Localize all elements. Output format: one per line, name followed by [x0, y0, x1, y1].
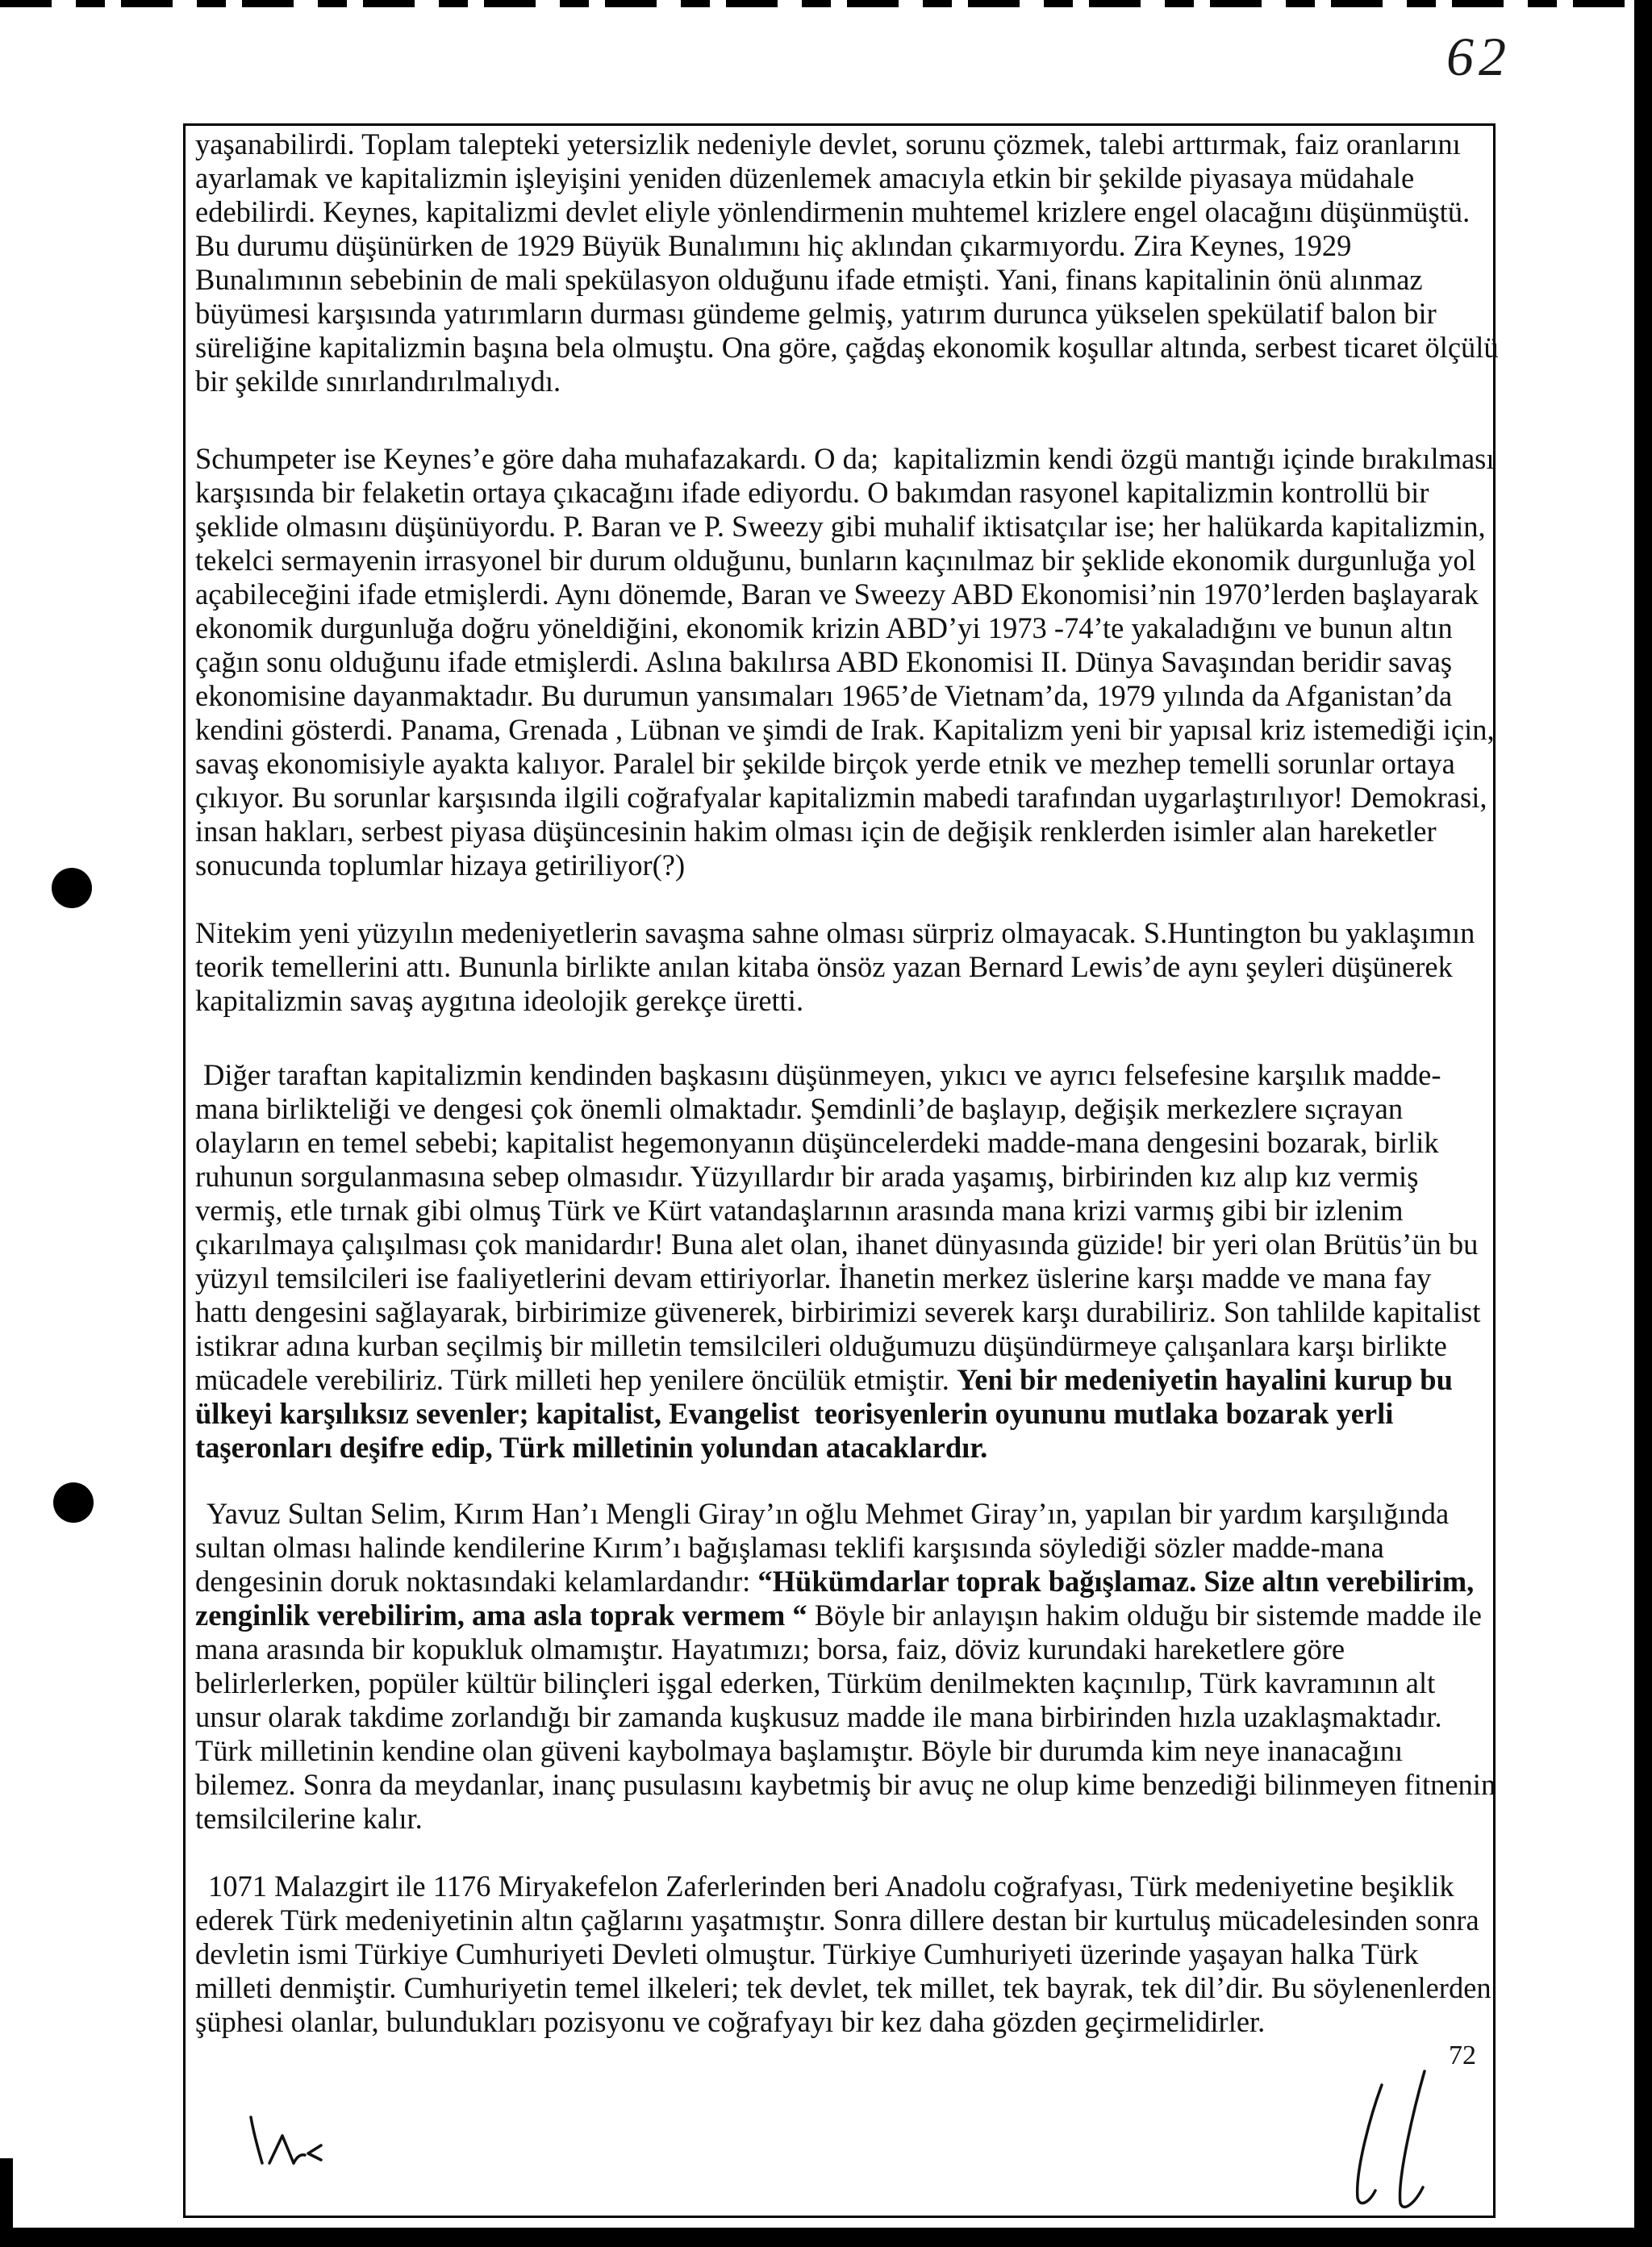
- handwritten-page-number: 62: [1446, 26, 1511, 87]
- text-line: Türk milletinin kendine olan güveni kaybolmaya başlamıştır. Böyle bir durumda kim neye inanacağını: [195, 1734, 1404, 1767]
- text-line: bir şekilde sınırlandırılmalıydı.: [195, 365, 561, 398]
- text-line: Schumpeter ise Keynes’e göre daha muhafazakardı. O da; kapitalizmin kendi özgü mantığı içinde bırakılması: [195, 442, 1495, 475]
- text-line: milleti denmiştir. Cumhuriyetin temel ilkeleri; tek devlet, tek millet, tek bayrak, tek dil’dir. Bu söylenenlerden: [195, 1971, 1491, 2004]
- scan-edge-bottom: [0, 2228, 1652, 2247]
- scan-edge-right: [1634, 0, 1652, 2247]
- text-line: tekelci sermayenin irrasyonel bir durum olduğunu, bunların kaçınılmaz bir şeklide ekonomik durgunluğa yol: [195, 544, 1476, 577]
- text-line: unsur olarak takdime zorlandığı bir zamanda kuşkusuz madde ile mana birbirinden hızla uzaklaşmaktadır.: [195, 1700, 1442, 1733]
- text-line: Nitekim yeni yüzyılın medeniyetlerin savaşma sahne olması sürpriz olmayacak. S.Huntington bu yaklaşımın: [195, 916, 1475, 949]
- text-line: belirlerlerken, popüler kültür bilinçleri işgal ederken, Türküm denilmekten kaçınılıp, Türk kavramının alt: [195, 1666, 1436, 1699]
- scan-edge-left-corner: [0, 2158, 13, 2247]
- text-line: edebilirdi. Keynes, kapitalizmi devlet eliyle yönlendirmenin muhtemel krizlere engel olacağını düşünmüştü.: [195, 195, 1471, 228]
- signature: [1331, 2049, 1492, 2226]
- text-line: çağın sonu olduğunu ifade etmişlerdi. Aslına bakılırsa ABD Ekonomisi II. Dünya Savaşından beridir savaş: [195, 645, 1453, 678]
- text-line: Bu durumu düşünürken de 1929 Büyük Bunalımını hiç aklından çıkarmıyordu. Zira Keynes, 1929: [195, 229, 1352, 262]
- paragraph-3: [195, 916, 1475, 1018]
- text-line: teorik temellerini attı. Bununla birlikte anılan kitaba önsöz yazan Bernard Lewis’de aynı şeyleri düşünerek: [195, 950, 1453, 983]
- text-line: ruhunun sorgulanmasına sebep olmasıdır. Yüzyıllardır bir arada yaşamış, birbirinden kız alıp kız vermiş: [195, 1160, 1419, 1193]
- text-line: olayların en temel sebebi; kapitalist hegemonyanın düşüncelerdeki madde-mana dengesini bozarak, birlik: [195, 1126, 1439, 1159]
- handwritten-initials: [242, 2105, 339, 2178]
- text-line: büyümesi karşısında yatırımların durması gündeme gelmiş, yatırım durunca yükselen spekülatif balon bir: [195, 297, 1437, 330]
- text-line: ederek Türk medeniyetinin altın çağlarını yaşatmıştır. Sonra dillere destan bir kurtuluş mücadelesinden sonra: [195, 1903, 1479, 1936]
- punch-hole: [52, 868, 92, 908]
- text-line: temsilcilerine kalır.: [195, 1802, 423, 1835]
- text-segment: dengesinin doruk noktasındaki kelamlardandır:: [195, 1565, 758, 1598]
- text-line: istikrar adına kurban seçilmiş bir milletin temsilcileri olduğumuzu düşündürmeye çalışanlara karşı birlikte: [195, 1329, 1447, 1362]
- text-line: süreliğine kapitalizmin başına bela olmuştu. Ona göre, çağdaş ekonomik koşullar altında, serbest ticaret ölçülü: [195, 331, 1499, 364]
- paragraph-4: [195, 1058, 1480, 1465]
- paragraph-6: [195, 1870, 1491, 2039]
- quote-text: zenginlik verebilirim, ama asla toprak vermem “: [195, 1599, 807, 1632]
- text-line: karşısında bir felaketin ortaya çıkacağını ifade ediyordu. O bakımdan rasyonel kapitalizmin kontrollü bir: [195, 476, 1429, 509]
- text-line: [195, 1599, 1496, 1632]
- text-line: yüzyıl temsilcileri ise faaliyetlerini devam ettiriyorlar. İhanetin merkez üslerine karşı madde ve mana fay: [195, 1261, 1432, 1294]
- paragraph-2: [195, 442, 1495, 882]
- text-segment: Böyle bir anlayışın hakim olduğu bir sistemde madde ile: [807, 1599, 1482, 1632]
- text-line: bilemez. Sonra da meydanlar, inanç pusulasını kaybetmiş bir avuç ne olup kime benzediği bilinmeyen fitnenin: [195, 1768, 1496, 1801]
- text-segment: mücadele verebiliriz. Türk milleti hep yenilere öncülük etmiştir.: [195, 1363, 957, 1396]
- text-line: kendini gösterdi. Panama, Grenada , Lübnan ve şimdi de Irak. Kapitalizm yeni bir yapısal kriz istemediği için,: [195, 713, 1495, 746]
- text-line: şeklide olmasını düşünüyordu. P. Baran ve P. Sweezy gibi muhalif iktisatçılar ise; her halükarda kapitalizmin,: [195, 510, 1486, 543]
- text-line: ekonomisine dayanmaktadır. Bu durumun yansımaları 1965’de Vietnam’da, 1979 yılında da Afganistan’da: [195, 679, 1453, 712]
- text-line: [195, 1363, 1480, 1397]
- text-line: sonucunda toplumlar hizaya getiriliyor(?): [195, 848, 686, 882]
- emphasis-text: Yeni bir medeniyetin hayalini kurup bu: [956, 1363, 1453, 1396]
- page-number: 72: [1449, 2041, 1476, 2070]
- text-line: insan hakları, serbest piyasa düşüncesinin hakim olması için de değişik renklerden isimler alan hareketler: [195, 815, 1437, 848]
- text-line: [195, 1565, 1496, 1599]
- text-line: sultan olması halinde kendilerine Kırım’ı bağışlaması teklifi karşısında söylediği sözler madde-mana: [195, 1531, 1384, 1564]
- paragraph-1: [195, 127, 1499, 398]
- text-line: Bunalımının sebebinin de mali spekülasyon olduğunu ifade etmişti. Yani, finans kapitalinin önü alınmaz: [195, 263, 1423, 296]
- text-line: 1071 Malazgirt ile 1176 Miryakefelon Zaferlerinden beri Anadolu coğrafyası, Türk medeniyetine beşiklik: [208, 1870, 1454, 1903]
- text-line: hattı dengesini sağlayarak, birbirimize güvenerek, birbirimizi severek karşı durabiliriz. Son tahlilde kapitalist: [195, 1295, 1481, 1328]
- text-line: savaş ekonomisiyle ayakta kalıyor. Paralel bir şekilde birçok yerde etnik ve mezhep temelli sorunlar ortaya: [195, 747, 1455, 780]
- text-line: devletin ismi Türkiye Cumhuriyeti Devleti olmuştur. Türkiye Cumhuriyeti üzerinde yaşayan halka Türk: [195, 1937, 1419, 1970]
- text-line: Yavuz Sultan Selim, Kırım Han’ı Mengli Giray’ın oğlu Mehmet Giray’ın, yapılan bir yardım karşılığında: [206, 1497, 1450, 1530]
- text-line: çıkarılmaya çalışılması çok manidardır! Buna alet olan, ihanet dünyasında güzide! bir yeri olan Brütüs’ün bu: [195, 1228, 1479, 1261]
- text-line: vermiş, etle tırnak gibi olmuş Türk ve Kürt vatandaşlarının arasında mana krizi varmış gibi bir izlenim: [195, 1194, 1404, 1227]
- emphasis-line: taşeronları deşifre edip, Türk milletinin yolundan atacaklardır.: [195, 1431, 988, 1464]
- text-line: çıkıyor. Bu sorunlar karşısında ilgili coğrafyalar kapitalizmin mabedi tarafından uygarlaştırılıyor! Demokrasi,: [195, 781, 1487, 814]
- quote-text: “Hükümdarlar toprak bağışlamaz. Size altın verebilirim,: [757, 1565, 1475, 1598]
- emphasis-line: ülkeyi karşılıksız sevenler; kapitalist, Evangelist teorisyenlerin oyununu mutlaka bozarak yerli: [195, 1397, 1394, 1430]
- scan-edge-top: [0, 0, 1652, 7]
- text-line: Diğer taraftan kapitalizmin kendinden başkasını düşünmeyen, yıkıcı ve ayrıcı felsefesine karşılık madde-: [203, 1058, 1441, 1091]
- text-line: yaşanabilirdi. Toplam talepteki yetersizlik nedeniyle devlet, sorunu çözmek, talebi arttırmak, faiz oranlarını: [195, 127, 1461, 160]
- text-line: ayarlamak ve kapitalizmin işleyişini yeniden düzenlemek amacıyla etkin bir şekilde piyasaya müdahale: [195, 161, 1415, 194]
- text-line: mana arasında bir kopukluk olmamıştır. Hayatımızı; borsa, faiz, döviz kurundaki hareketlere göre: [195, 1632, 1345, 1665]
- text-line: kapitalizmin savaş aygıtına ideolojik gerekçe üretti.: [195, 984, 804, 1017]
- text-line: mana birlikteliği ve dengesi çok önemli olmaktadır. Şemdinli’de başlayıp, değişik merkezlere sıçrayan: [195, 1092, 1404, 1125]
- paragraph-5: [195, 1497, 1496, 1836]
- text-line: şüphesi olanlar, bulundukları pozisyonu ve coğrafyayı bir kez daha gözden geçirmelidirler.: [195, 2005, 1266, 2038]
- punch-hole: [53, 1482, 94, 1523]
- text-line: açabileceğini ifade etmişlerdi. Aynı dönemde, Baran ve Sweezy ABD Ekonomisi’nin 1970’lerden başlayarak: [195, 577, 1479, 611]
- text-line: ekonomik durgunluğa doğru yöneldiğini, ekonomik krizin ABD’yi 1973 -74’te yakaladığını ve bunun altın: [195, 611, 1453, 644]
